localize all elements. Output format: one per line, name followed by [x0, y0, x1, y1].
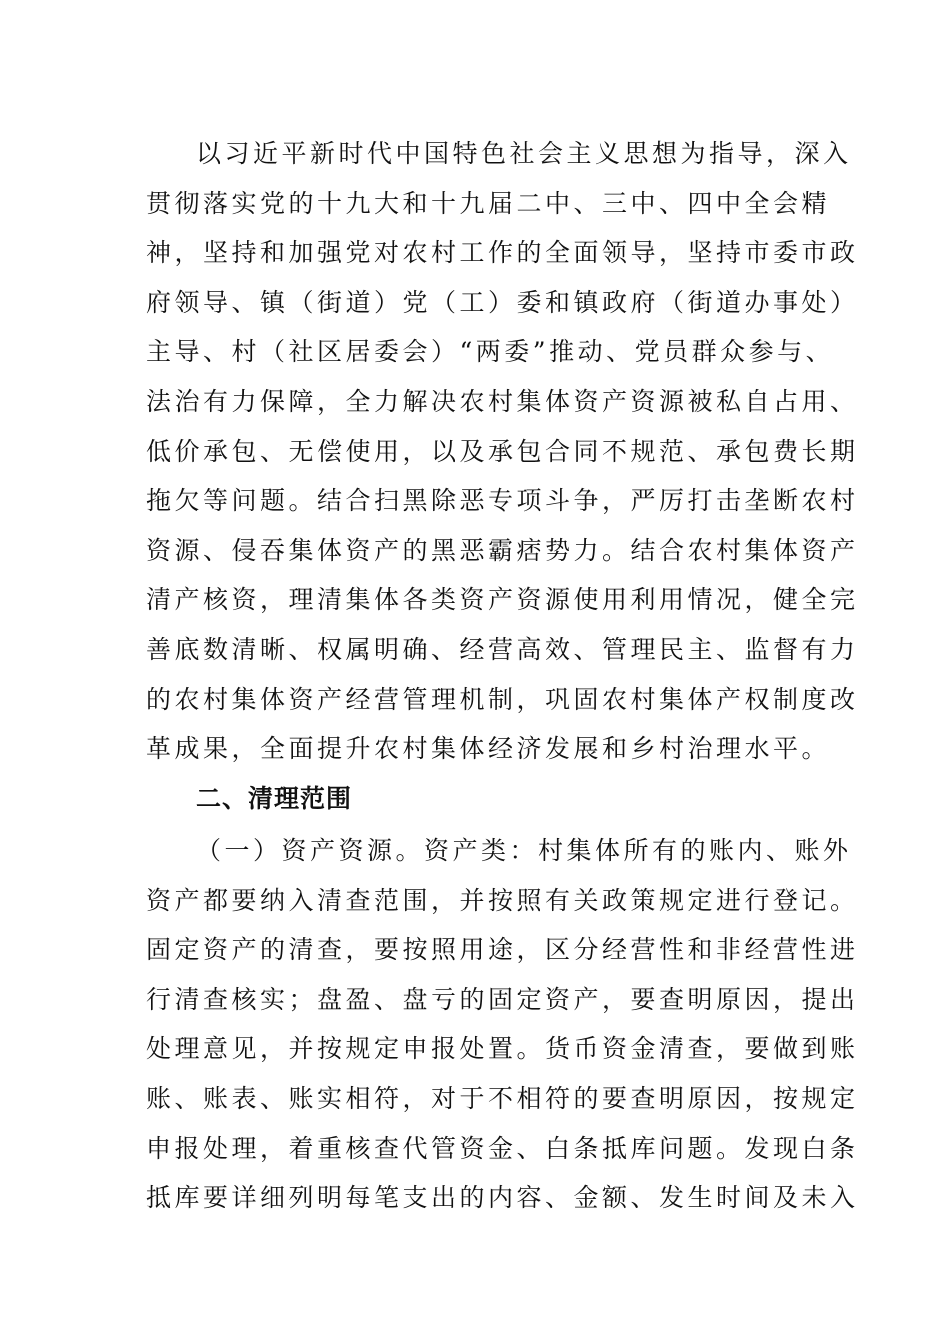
text-line: 革成果，全面提升农村集体经济发展和乡村治理水平。 — [146, 734, 831, 764]
text-line: 申报处理，着重核查代管资金、白条抵库问题。发现白条 — [146, 1133, 859, 1163]
text-line: 抵库要详细列明每笔支出的内容、金额、发生时间及未入 — [146, 1183, 859, 1213]
section-heading-scope: 二、清理范围 — [196, 784, 353, 813]
text-line: 固定资产的清查，要按照用途，区分经营性和非经营性进 — [146, 935, 859, 965]
text-line: 资源、侵吞集体资产的黑恶霸痞势力。结合农村集体资产 — [146, 535, 859, 565]
text-line: 账、账表、账实相符，对于不相符的要查明原因，按规定 — [146, 1083, 859, 1113]
text-line: 的农村集体资产经营管理机制，巩固农村集体产权制度改 — [146, 684, 859, 714]
text-line: 府领导、镇（街道）党（工）委和镇政府（街道办事处） — [146, 287, 859, 317]
paragraph-assets-resources — [146, 826, 859, 1223]
text-line: 主导、村（社区居委会）“两委”推动、党员群众参与、 — [146, 337, 835, 367]
text-line: 处理意见，并按规定申报处置。货币资金清查，要做到账 — [146, 1034, 859, 1064]
text-line: 以习近平新时代中国特色社会主义思想为指导，深入 — [196, 139, 852, 168]
text-line: 法治有力保障，全力解决农村集体资产资源被私自占用、 — [146, 386, 859, 416]
text-line: 拖欠等问题。结合扫黑除恶专项斗争，严厉打击垄断农村 — [146, 486, 859, 516]
text-line: （一）资产资源。资产类：村集体所有的账内、账外 — [196, 836, 852, 865]
paragraph-guiding-principles — [146, 129, 859, 774]
text-line: 贯彻落实党的十九大和十九届二中、三中、四中全会精 — [146, 188, 831, 218]
text-line: 低价承包、无偿使用，以及承包合同不规范、承包费长期 — [146, 436, 859, 466]
text-line: 神，坚持和加强党对农村工作的全面领导，坚持市委市政 — [146, 238, 859, 268]
text-line: 善底数清晰、权属明确、经营高效、管理民主、监督有力 — [146, 634, 859, 664]
text-line: 资产都要纳入清查范围，并按照有关政策规定进行登记。 — [146, 885, 859, 915]
text-line: 清产核资，理清集体各类资产资源使用利用情况，健全完 — [146, 585, 859, 615]
text-line: 行清查核实；盘盈、盘亏的固定资产，要查明原因，提出 — [146, 984, 859, 1014]
